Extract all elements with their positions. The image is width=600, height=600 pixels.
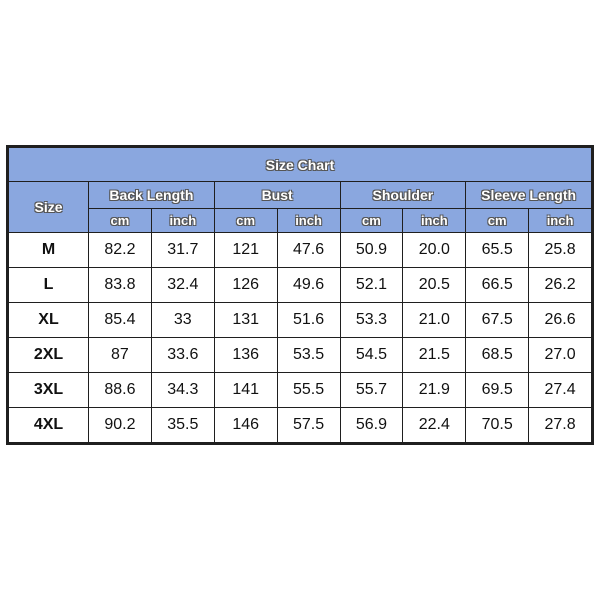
measurement-cell: 87	[89, 338, 152, 373]
measurement-cell: 53.3	[340, 303, 403, 338]
group-header: Sleeve Length	[466, 182, 592, 209]
measurement-cell: 27.4	[529, 373, 592, 408]
measurement-cell: 35.5	[151, 408, 214, 443]
size-label: 4XL	[9, 408, 89, 443]
measurement-cell: 85.4	[89, 303, 152, 338]
unit-header-row	[9, 209, 592, 233]
measurement-cell: 22.4	[403, 408, 466, 443]
measurement-cell: 56.9	[340, 408, 403, 443]
measurement-cell: 25.8	[529, 233, 592, 268]
group-header: Bust	[214, 182, 340, 209]
size-label: L	[9, 268, 89, 303]
measurement-cell: 126	[214, 268, 277, 303]
measurement-cell: 141	[214, 373, 277, 408]
size-label: 2XL	[9, 338, 89, 373]
unit-header: cm	[214, 209, 277, 233]
title-row	[9, 148, 592, 182]
measurement-cell: 49.6	[277, 268, 340, 303]
measurement-cell: 57.5	[277, 408, 340, 443]
measurement-cell: 32.4	[151, 268, 214, 303]
group-header: Shoulder	[340, 182, 466, 209]
table-row	[9, 408, 592, 443]
measurement-cell: 67.5	[466, 303, 529, 338]
measurement-cell: 54.5	[340, 338, 403, 373]
table-row	[9, 233, 592, 268]
measurement-cell: 131	[214, 303, 277, 338]
measurement-cell: 69.5	[466, 373, 529, 408]
table-row	[9, 373, 592, 408]
unit-header: inch	[151, 209, 214, 233]
measurement-cell: 68.5	[466, 338, 529, 373]
measurement-cell: 21.5	[403, 338, 466, 373]
table-row	[9, 268, 592, 303]
group-header-row	[9, 182, 592, 209]
size-label: M	[9, 233, 89, 268]
table-row	[9, 303, 592, 338]
measurement-cell: 82.2	[89, 233, 152, 268]
unit-header: cm	[340, 209, 403, 233]
measurement-cell: 33.6	[151, 338, 214, 373]
size-chart	[6, 145, 594, 445]
measurement-cell: 66.5	[466, 268, 529, 303]
table-row	[9, 338, 592, 373]
measurement-cell: 33	[151, 303, 214, 338]
measurement-cell: 20.5	[403, 268, 466, 303]
measurement-cell: 90.2	[89, 408, 152, 443]
size-label: XL	[9, 303, 89, 338]
measurement-cell: 31.7	[151, 233, 214, 268]
unit-header: cm	[466, 209, 529, 233]
measurement-cell: 55.5	[277, 373, 340, 408]
measurement-cell: 50.9	[340, 233, 403, 268]
measurement-cell: 47.6	[277, 233, 340, 268]
measurement-cell: 83.8	[89, 268, 152, 303]
measurement-cell: 121	[214, 233, 277, 268]
size-label: 3XL	[9, 373, 89, 408]
measurement-cell: 51.6	[277, 303, 340, 338]
measurement-cell: 146	[214, 408, 277, 443]
measurement-cell: 65.5	[466, 233, 529, 268]
unit-header: inch	[529, 209, 592, 233]
unit-header: inch	[277, 209, 340, 233]
unit-header: cm	[89, 209, 152, 233]
measurement-cell: 26.6	[529, 303, 592, 338]
measurement-cell: 55.7	[340, 373, 403, 408]
measurement-cell: 70.5	[466, 408, 529, 443]
measurement-cell: 27.8	[529, 408, 592, 443]
measurement-cell: 34.3	[151, 373, 214, 408]
measurement-cell: 26.2	[529, 268, 592, 303]
measurement-cell: 53.5	[277, 338, 340, 373]
measurement-cell: 21.9	[403, 373, 466, 408]
size-column-header: Size	[9, 182, 89, 233]
chart-title: Size Chart	[9, 148, 592, 182]
measurement-cell: 20.0	[403, 233, 466, 268]
unit-header: inch	[403, 209, 466, 233]
size-chart-table	[8, 147, 592, 443]
measurement-cell: 21.0	[403, 303, 466, 338]
measurement-cell: 88.6	[89, 373, 152, 408]
group-header: Back Length	[89, 182, 215, 209]
measurement-cell: 52.1	[340, 268, 403, 303]
measurement-cell: 27.0	[529, 338, 592, 373]
measurement-cell: 136	[214, 338, 277, 373]
